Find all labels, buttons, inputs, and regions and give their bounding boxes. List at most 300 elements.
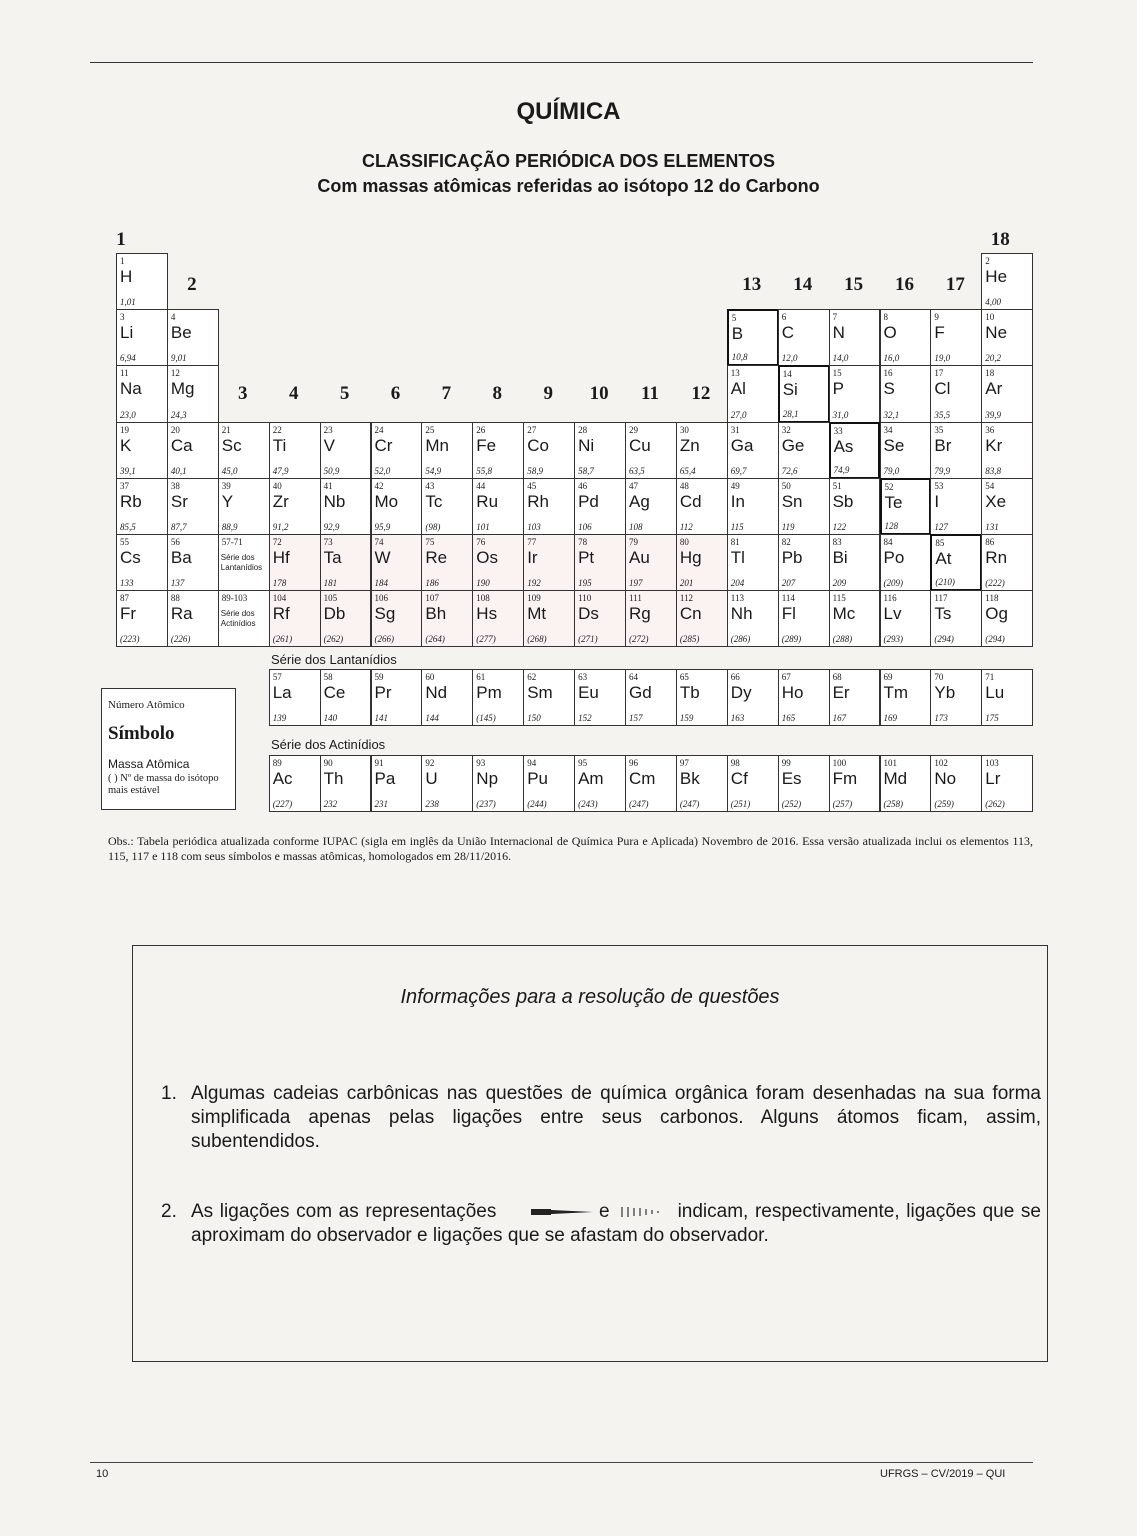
element-cell-ba bbox=[167, 534, 219, 591]
atomic-mass: 139 bbox=[272, 713, 287, 724]
atomic-number: 100 bbox=[832, 758, 847, 768]
atomic-number: 83 bbox=[832, 537, 842, 547]
element-cell-h bbox=[116, 253, 168, 310]
atomic-mass: 32,1 bbox=[883, 409, 900, 420]
lanthanides-label: Série dos Lantanídios bbox=[271, 652, 397, 667]
atomic-number: 112 bbox=[679, 593, 694, 604]
atomic-number: 5 bbox=[731, 313, 737, 324]
actinides-label: Série dos Actinídios bbox=[271, 737, 386, 752]
atomic-mass: 197 bbox=[629, 578, 643, 589]
element-symbol: Sm bbox=[527, 683, 553, 702]
atomic-mass: (98) bbox=[425, 521, 441, 532]
group-number-16: 16 bbox=[895, 274, 914, 295]
element-symbol: Be bbox=[170, 323, 192, 343]
atomic-number: 57 bbox=[272, 672, 282, 682]
element-cell-dy bbox=[727, 669, 779, 726]
atomic-number: 20 bbox=[170, 424, 180, 435]
element-cell-nh bbox=[727, 590, 779, 647]
atomic-number: 23 bbox=[323, 424, 333, 435]
atomic-mass: 24,3 bbox=[170, 409, 187, 420]
element-cell-mg bbox=[167, 365, 219, 422]
element-symbol: Cm bbox=[629, 769, 656, 788]
element-cell-es bbox=[778, 755, 830, 812]
element-symbol: Si bbox=[782, 380, 798, 400]
atomic-mass: 144 bbox=[425, 713, 439, 724]
page-number: 10 bbox=[96, 1468, 109, 1480]
element-cell-co bbox=[523, 422, 575, 479]
hashed-bond-icon bbox=[620, 1205, 664, 1219]
element-cell-cn bbox=[676, 590, 728, 647]
element-cell-hs bbox=[472, 590, 524, 647]
element-cell-series bbox=[218, 534, 270, 591]
atomic-number: 101 bbox=[883, 758, 897, 768]
element-symbol: Tc bbox=[425, 491, 443, 511]
element-cell-pt bbox=[574, 534, 626, 591]
atomic-number: 28 bbox=[578, 424, 588, 435]
atomic-mass: 201 bbox=[679, 578, 694, 589]
atomic-mass: 45,0 bbox=[221, 465, 238, 476]
element-cell-cl bbox=[930, 365, 982, 422]
atomic-mass: 169 bbox=[883, 713, 897, 724]
element-cell-pa bbox=[371, 755, 423, 812]
info-box bbox=[132, 945, 1048, 1362]
element-symbol: Se bbox=[883, 435, 905, 455]
atomic-number: 45 bbox=[527, 480, 537, 491]
element-cell-nb bbox=[320, 478, 372, 535]
atomic-number: 61 bbox=[476, 672, 486, 682]
legend-note: ( ) Nº de massa do isótopo mais estável bbox=[108, 773, 219, 796]
element-symbol: Es bbox=[781, 769, 802, 788]
element-symbol: Fe bbox=[476, 435, 497, 455]
atomic-number: 105 bbox=[323, 593, 338, 604]
element-cell-yb bbox=[930, 669, 982, 726]
atomic-number: 49 bbox=[730, 480, 740, 491]
element-symbol: Nb bbox=[323, 491, 346, 511]
atomic-mass: 58,7 bbox=[578, 465, 594, 476]
element-symbol: Ho bbox=[781, 683, 804, 702]
element-symbol: No bbox=[934, 769, 957, 788]
atomic-mass: 184 bbox=[374, 578, 388, 589]
atomic-mass: 10,8 bbox=[731, 352, 748, 363]
element-cell-lv bbox=[880, 590, 932, 647]
atomic-number: 110 bbox=[578, 593, 592, 604]
element-symbol: Db bbox=[323, 604, 346, 624]
atomic-mass: (261) bbox=[272, 634, 293, 645]
atomic-mass: 79,0 bbox=[883, 465, 900, 476]
atomic-mass: 69,7 bbox=[730, 465, 747, 476]
element-symbol: Sr bbox=[170, 491, 188, 511]
atomic-number: 72 bbox=[272, 537, 282, 547]
atomic-number: 66 bbox=[730, 672, 740, 682]
atomic-mass: 101 bbox=[476, 521, 490, 532]
element-symbol: Lu bbox=[985, 683, 1005, 702]
atomic-number: 87 bbox=[120, 593, 129, 604]
atomic-number: 63 bbox=[578, 672, 588, 682]
atomic-mass: 35,5 bbox=[934, 409, 951, 420]
atomic-number: 116 bbox=[883, 593, 897, 604]
atomic-mass: (289) bbox=[781, 634, 802, 645]
atomic-mass: (223) bbox=[120, 634, 140, 645]
atomic-mass: 91,2 bbox=[272, 521, 289, 532]
atomic-mass: 204 bbox=[730, 578, 745, 589]
element-cell-am bbox=[574, 755, 626, 812]
element-symbol: Nh bbox=[730, 604, 753, 624]
element-symbol: H bbox=[120, 267, 133, 286]
atomic-mass: (288) bbox=[832, 634, 853, 645]
atomic-number: 88 bbox=[170, 593, 180, 604]
element-cell-ag bbox=[625, 478, 677, 535]
atomic-mass: (259) bbox=[934, 799, 954, 810]
element-symbol: W bbox=[374, 548, 391, 567]
atomic-number: 62 bbox=[527, 672, 537, 682]
group-number-5: 5 bbox=[339, 383, 350, 404]
element-symbol: Rn bbox=[985, 548, 1008, 567]
element-cell-ds bbox=[574, 590, 626, 647]
element-cell-te bbox=[880, 478, 932, 535]
element-cell-lr bbox=[981, 755, 1033, 812]
atomic-mass: (262) bbox=[323, 634, 344, 645]
atomic-mass: (268) bbox=[527, 634, 547, 645]
element-cell-rn bbox=[981, 534, 1033, 591]
element-symbol: Tb bbox=[679, 683, 700, 702]
element-symbol: Po bbox=[883, 548, 905, 567]
atomic-mass: 6,94 bbox=[120, 353, 136, 364]
element-cell-ho bbox=[778, 669, 830, 726]
element-symbol: Kr bbox=[985, 435, 1003, 455]
element-cell-no bbox=[930, 755, 982, 812]
element-symbol: Tl bbox=[730, 548, 745, 567]
atomic-number: 97 bbox=[679, 758, 689, 768]
atomic-mass: (243) bbox=[578, 799, 598, 810]
group-number-12: 12 bbox=[691, 383, 711, 404]
item-text: Algumas cadeias carbônicas nas questões de química orgânica foram desenhadas na sua forma simplificada apenas pelas ligações entre seus carbonos. Alguns átomos ficam, assim, subentendidos. bbox=[191, 1083, 1041, 1152]
element-symbol: Am bbox=[578, 769, 604, 788]
element-symbol: P bbox=[832, 379, 844, 399]
element-cell-cu bbox=[625, 422, 677, 479]
element-symbol: Np bbox=[476, 769, 499, 788]
element-symbol: Bk bbox=[679, 769, 700, 788]
atomic-number: 8 bbox=[883, 312, 888, 323]
atomic-mass: 40,1 bbox=[170, 465, 187, 476]
element-symbol: Ce bbox=[323, 683, 346, 702]
element-symbol: I bbox=[934, 491, 940, 511]
top-rule bbox=[90, 62, 1033, 63]
atomic-number: 113 bbox=[730, 593, 744, 604]
element-cell-cf bbox=[727, 755, 779, 812]
atomic-number: 11 bbox=[120, 368, 129, 379]
element-cell-ce bbox=[320, 669, 372, 726]
atomic-mass: (251) bbox=[730, 799, 751, 810]
element-cell-w bbox=[371, 534, 423, 591]
element-symbol: Co bbox=[527, 435, 549, 455]
element-symbol: Pu bbox=[527, 769, 548, 788]
element-cell-kr bbox=[981, 422, 1033, 479]
item2-and: e bbox=[598, 1201, 610, 1222]
element-symbol: Rg bbox=[629, 604, 651, 624]
atomic-number: 84 bbox=[883, 537, 893, 547]
element-cell-po bbox=[880, 534, 932, 591]
atomic-number: 12 bbox=[170, 368, 180, 379]
element-symbol: Sg bbox=[374, 604, 396, 624]
atomic-number: 74 bbox=[374, 537, 384, 547]
atomic-mass: 127 bbox=[934, 521, 948, 532]
atomic-number: 19 bbox=[120, 424, 129, 435]
atomic-number: 42 bbox=[374, 480, 384, 491]
element-cell-gd bbox=[625, 669, 677, 726]
element-symbol: B bbox=[731, 324, 744, 344]
atomic-mass: (272) bbox=[629, 634, 649, 645]
atomic-mass: 72,6 bbox=[781, 465, 798, 476]
element-cell-o bbox=[880, 309, 932, 366]
atomic-mass: (244) bbox=[527, 799, 547, 810]
atomic-mass: 47,9 bbox=[272, 465, 289, 476]
atomic-number: 24 bbox=[374, 424, 384, 435]
element-symbol: N bbox=[832, 323, 845, 343]
bottom-rule bbox=[90, 1462, 1033, 1463]
element-cell-al bbox=[727, 365, 779, 422]
atomic-mass: 9,01 bbox=[170, 353, 187, 364]
element-symbol: Ar bbox=[985, 379, 1003, 399]
atomic-number: 103 bbox=[985, 758, 999, 768]
element-cell-i bbox=[930, 478, 982, 535]
atomic-number: 115 bbox=[832, 593, 846, 604]
group-number-11: 11 bbox=[641, 383, 659, 404]
atomic-number: 106 bbox=[374, 593, 388, 604]
element-symbol: Mt bbox=[527, 604, 547, 624]
element-cell-lu bbox=[981, 669, 1033, 726]
element-cell-bk bbox=[676, 755, 728, 812]
atomic-number: 6 bbox=[781, 312, 787, 323]
atomic-number: 71 bbox=[985, 672, 995, 682]
element-cell-pd bbox=[574, 478, 626, 535]
atomic-mass: 165 bbox=[781, 713, 796, 724]
element-cell-n bbox=[829, 309, 881, 366]
atomic-number: 27 bbox=[527, 424, 537, 435]
atomic-number: 85 bbox=[935, 538, 945, 548]
atomic-number: 108 bbox=[476, 593, 490, 604]
element-cell-in bbox=[727, 478, 779, 535]
element-cell-ne bbox=[981, 309, 1033, 366]
element-cell-rf bbox=[269, 590, 321, 647]
item-number: 1. bbox=[161, 1083, 177, 1104]
series-reference: Série dos Lantanídios bbox=[220, 553, 263, 572]
atomic-mass: 50,9 bbox=[323, 465, 340, 476]
atomic-number: 95 bbox=[578, 758, 588, 768]
element-cell-ti bbox=[269, 422, 321, 479]
atomic-number: 29 bbox=[629, 424, 638, 435]
element-symbol: S bbox=[883, 379, 895, 399]
element-symbol: Er bbox=[832, 683, 850, 702]
atomic-mass: (294) bbox=[985, 634, 1005, 645]
element-symbol: La bbox=[272, 683, 292, 702]
atomic-number: 21 bbox=[221, 424, 231, 435]
element-cell-as bbox=[829, 422, 881, 479]
atomic-number: 118 bbox=[985, 593, 999, 604]
element-cell-la bbox=[269, 669, 321, 726]
atomic-number: 86 bbox=[985, 537, 995, 547]
element-cell-pm bbox=[472, 669, 524, 726]
atomic-number: 38 bbox=[170, 480, 180, 491]
element-symbol: Pa bbox=[374, 769, 396, 788]
element-cell-ar bbox=[981, 365, 1033, 422]
atomic-number: 75 bbox=[425, 537, 435, 547]
element-symbol: Tm bbox=[883, 683, 909, 702]
atomic-number: 30 bbox=[679, 424, 689, 435]
element-symbol: Ds bbox=[578, 604, 599, 624]
atomic-number: 109 bbox=[527, 593, 541, 604]
atomic-number: 22 bbox=[272, 424, 282, 435]
group-number-17: 17 bbox=[945, 274, 965, 295]
legend-symbol: Símbolo bbox=[108, 723, 175, 744]
legend-mass: Massa Atômica bbox=[108, 757, 190, 771]
group-number-14: 14 bbox=[793, 274, 813, 295]
element-cell-tl bbox=[727, 534, 779, 591]
atomic-number: 36 bbox=[985, 424, 995, 435]
atomic-mass: 55,8 bbox=[476, 465, 493, 476]
atomic-mass: 231 bbox=[374, 799, 388, 810]
element-cell-sr bbox=[167, 478, 219, 535]
atomic-number: 52 bbox=[884, 481, 894, 492]
atomic-mass: (277) bbox=[476, 634, 496, 645]
atomic-mass: (262) bbox=[985, 799, 1005, 810]
atomic-number: 15 bbox=[832, 368, 842, 379]
legend-atomic-number: Número Atômico bbox=[108, 699, 185, 711]
atomic-number: 9 bbox=[934, 312, 939, 323]
atomic-mass: (286) bbox=[730, 634, 751, 645]
atomic-number: 39 bbox=[221, 480, 231, 491]
atomic-mass: 95,9 bbox=[374, 521, 391, 532]
element-cell-c bbox=[778, 309, 830, 366]
atomic-number: 48 bbox=[679, 480, 689, 491]
atomic-mass: 128 bbox=[884, 520, 898, 531]
atomic-mass: 87,7 bbox=[170, 521, 187, 532]
atomic-mass: 88,9 bbox=[221, 521, 238, 532]
element-cell-tc bbox=[421, 478, 473, 535]
element-symbol: Os bbox=[476, 548, 499, 567]
atomic-number: 2 bbox=[985, 256, 990, 266]
atomic-number: 96 bbox=[629, 758, 638, 768]
item2-text-a: As ligações com as representações bbox=[191, 1201, 497, 1222]
element-cell-y bbox=[218, 478, 270, 535]
element-symbol: Dy bbox=[730, 683, 752, 702]
atomic-mass: 79,9 bbox=[934, 465, 951, 476]
atomic-number: 104 bbox=[272, 593, 287, 604]
element-symbol: Fr bbox=[120, 604, 137, 624]
legend-box bbox=[101, 688, 236, 810]
element-symbol: Ca bbox=[170, 435, 193, 455]
element-symbol: Ne bbox=[985, 323, 1008, 343]
item-text bbox=[191, 1200, 1041, 1248]
element-symbol: He bbox=[985, 267, 1008, 286]
element-cell-at bbox=[930, 534, 982, 591]
atomic-mass: 52,0 bbox=[374, 465, 391, 476]
obs-note: Obs.: Tabela periódica atualizada conforme IUPAC (sigla em inglês da União Internacional de Química Pura e Aplicada) Novembro de 2016. Essa versão atualizada inclui os elementos 113, 115, 117 e 118 com seus símbolos e massas atômicas, homologados em 28/11/2016. bbox=[108, 834, 1033, 863]
atomic-mass: (285) bbox=[679, 634, 700, 645]
atomic-mass: 103 bbox=[527, 521, 541, 532]
element-symbol: Cr bbox=[374, 435, 393, 455]
atomic-mass: (266) bbox=[374, 634, 394, 645]
element-cell-tm bbox=[880, 669, 932, 726]
atomic-number: 17 bbox=[934, 368, 944, 379]
element-symbol: Fm bbox=[832, 769, 858, 788]
element-cell-og bbox=[981, 590, 1033, 647]
item2-text-b: indicam, respectivamente, ligações que se aproximam do observador e ligações que se afastam do observador. bbox=[191, 1201, 1041, 1246]
element-symbol: Rf bbox=[272, 604, 290, 624]
element-cell-ni bbox=[574, 422, 626, 479]
element-cell-db bbox=[320, 590, 372, 647]
atomic-number: 26 bbox=[476, 424, 486, 435]
group-number-1: 1 bbox=[116, 229, 126, 250]
element-cell-b bbox=[727, 309, 779, 366]
atomic-number: 35 bbox=[934, 424, 944, 435]
element-symbol: Rb bbox=[120, 491, 142, 511]
info-item-2 bbox=[161, 1200, 1041, 1248]
atomic-number: 34 bbox=[883, 424, 893, 435]
atomic-mass: (247) bbox=[629, 799, 649, 810]
atomic-mass: 167 bbox=[832, 713, 847, 724]
element-cell-hf bbox=[269, 534, 321, 591]
atomic-mass: 141 bbox=[374, 713, 388, 724]
atomic-number: 3 bbox=[120, 312, 125, 323]
atomic-mass: 131 bbox=[985, 521, 999, 532]
atomic-number: 93 bbox=[476, 758, 486, 768]
wedge-bond-icon bbox=[531, 1206, 593, 1218]
atomic-number: 50 bbox=[781, 480, 791, 491]
element-cell-sm bbox=[523, 669, 575, 726]
element-cell-li bbox=[116, 309, 168, 366]
element-cell-md bbox=[880, 755, 932, 812]
element-symbol: Hs bbox=[476, 604, 498, 624]
atomic-mass: (294) bbox=[934, 634, 954, 645]
atomic-number: 114 bbox=[781, 593, 795, 604]
atomic-number: 10 bbox=[985, 312, 995, 323]
element-symbol: Yb bbox=[934, 683, 956, 702]
atomic-mass: 39,9 bbox=[985, 409, 1002, 420]
element-symbol: Ta bbox=[323, 548, 342, 567]
atomic-number: 31 bbox=[730, 424, 740, 435]
atomic-number: 77 bbox=[527, 537, 537, 547]
atomic-number: 54 bbox=[985, 480, 995, 491]
element-cell-p bbox=[829, 365, 881, 422]
atomic-mass: 14,0 bbox=[832, 353, 849, 364]
element-cell-re bbox=[421, 534, 473, 591]
element-cell-er bbox=[829, 669, 881, 726]
group-number-15: 15 bbox=[844, 274, 864, 295]
element-symbol: In bbox=[730, 491, 745, 511]
atomic-number: 70 bbox=[934, 672, 944, 682]
element-symbol: Cu bbox=[629, 435, 651, 455]
element-cell-xe bbox=[981, 478, 1033, 535]
element-cell-rg bbox=[625, 590, 677, 647]
atomic-number: 68 bbox=[832, 672, 842, 682]
atomic-mass: (227) bbox=[272, 799, 293, 810]
element-symbol: C bbox=[781, 323, 794, 343]
element-symbol: Ga bbox=[730, 435, 754, 455]
table-subtitle: Com massas atômicas referidas ao isótopo 12 do Carbono bbox=[317, 176, 820, 196]
element-cell-zn bbox=[676, 422, 728, 479]
element-symbol: Og bbox=[985, 604, 1008, 624]
atomic-number: 32 bbox=[781, 424, 791, 435]
element-symbol: Cs bbox=[120, 548, 141, 567]
atomic-mass: 232 bbox=[323, 799, 338, 810]
element-cell-sb bbox=[829, 478, 881, 535]
info-item-1 bbox=[161, 1082, 1041, 1154]
element-cell-ac bbox=[269, 755, 321, 812]
atomic-number: 13 bbox=[730, 368, 740, 379]
element-symbol: Cf bbox=[730, 769, 748, 788]
atomic-mass: 65,4 bbox=[679, 465, 696, 476]
atomic-mass: 163 bbox=[730, 713, 745, 724]
